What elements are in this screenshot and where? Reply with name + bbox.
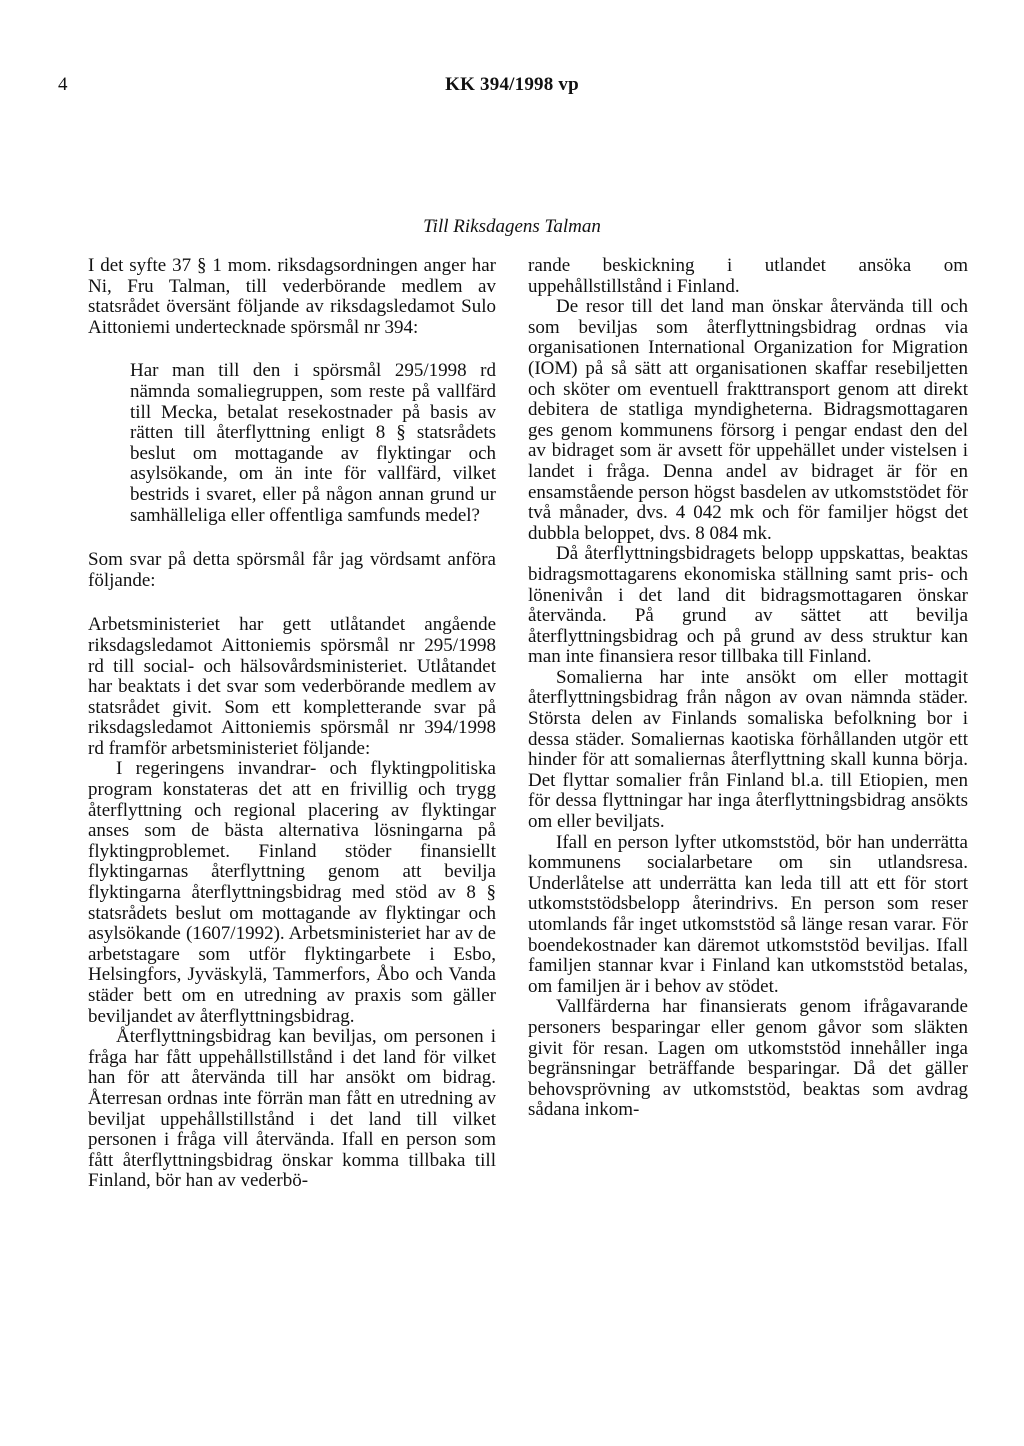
answer-paragraph-2: I regeringens invandrar- och flyktingpolitiska program konstateras det att en frivillig och trygg återflyttning och regional placering av flyktingar anses som de bästa alternativa lösningarna på flyktingproblemet. Finland stöder finansiellt flyktingarnas återflyttning genom att bevilja flyktingarna återflyttningsbidrag med stöd av 8 § statsrådets beslut om mottagande av flyktingar och asylsökande (1607/1992). Arbetsministeriet har av de arbetstagare som utför flyktingarbete i Esbo, Helsingfors, Jyväskylä, Tammerfors, Åbo och Vanda städer bett om en utredning av praxis som gäller beviljandet av återflyttningsbidrag. xyxy=(88,758,496,1027)
answer-paragraph-7: Ifall en person lyfter utkomststöd, bör han underrätta kommunens socialarbetare om sin utlandsresa. Underlåtelse att underrätta kan leda till att ett för stort utkomststödsbelopp återindrivs. En person som reser utomlands får inget utkomststöd så länge resan varar. För boendekostnader kan däremot utkomststöd beviljas. Ifall familjen stannar kvar i Finland kan utkomststöd betalas, om familjen är i behov av stödet. xyxy=(528,831,968,997)
answer-paragraph-8: Vallfärderna har finansierats genom ifrågavarande personers besparingar eller genom gåvor som släkten givit för resan. Lagen om utkomststöd innehåller inga begränsningar beträffande besparingar. Då det gäller behovsprövning av utkomststöd, beaktas som avdrag sådana inkom- xyxy=(528,996,968,1121)
answer-paragraph-6: Somalierna har inte ansökt om eller mottagit återflyttningsbidrag från någon av ovan nämnda städer. Största delen av Finlands somaliska befolkning bor i dessa städer. Somaliernas kaotiska förhållanden utgör ett hinder för att somaliernas återflyttning skall kunna börja. Det flyttar somalier från Finland bl.a. till Etiopien, men för dessa flyttningar har inga återflyttningsbidrag ansökts om eller beviljats. xyxy=(528,666,968,833)
continuation-text: rande beskickning i utlandet ansöka om uppehållstillstånd i Finland. xyxy=(528,255,968,297)
right-column xyxy=(528,256,968,1121)
answer-paragraph-3: Återflyttningsbidrag kan beviljas, om personen i fråga har fått uppehållstillstånd i det land för vilket han för att återvända till har ansökt om bidrag. Återresan ordnas inte förrän man fått en utredning av beviljat uppehållstillstånd i det land till vilket personen i fråga vill återvända. Ifall en person som fått återflyttningsbidrag önskar komma tillbaka till Finland, bör han av vederbö- xyxy=(88,1026,496,1192)
intro-paragraph: I det syfte 37 § 1 mom. riksdagsordningen anger har Ni, Fru Talman, till vederbörande medlem av statsrådet översänt följande av riksdagsledamot Sulo Aittoniemi undertecknade spörsmål nr 394: xyxy=(88,255,496,338)
left-column xyxy=(88,256,496,1192)
question-quote: Har man till den i spörsmål 295/1998 rd nämnda somaliegruppen, som reste på vallfärd till Mecka, betalat resekostnader på basis av rätten till återflyttning enligt 8 § statsrådets beslut om mottagande av flyktingar och asylsökande, om än inte för vallfärd, vilket bestrids i svaret, eller på någon annan grund ur samhälleliga eller offentliga samfunds medel? xyxy=(130,360,496,526)
reply-intro: Som svar på detta spörsmål får jag vördsamt anföra följande: xyxy=(88,549,496,591)
answer-paragraph-5: Då återflyttningsbidragets belopp uppskattas, beaktas bidragsmottagarens ekonomiska ställning samt pris- och lönenivån i det land dit bidragsmottagaren önskar återvända. På grund av sättet att bevilja återflyttningsbidrag och på grund av dess struktur kan man inte finansiera resor tillbaka till Finland. xyxy=(528,543,968,668)
page-number: 4 xyxy=(58,74,68,95)
document-id: KK 394/1998 vp xyxy=(445,74,579,95)
addressee-heading: Till Riksdagens Talman xyxy=(423,216,601,237)
answer-paragraph-4: De resor till det land man önskar återvända till och som beviljas som återflyttningsbidrag ordnas via organisationen International Organization for Migration (IOM) på så sätt att organisationen skaffar resebiljetten och sköter om eventuell frakttransport genom att direkt debitera de statliga myndigheterna. Bidragsmottagaren ges genom kommunens försorg i pengar endast den del av bidraget som är avsett för uppehället under vistelsen i landet i fråga. Denna andel av bidraget är för en ensamstående person högst basdelen av utkomststödet för två månader, dvs. 4 042 mk och för familjer högst det dubbla beloppet, dvs. 8 084 mk. xyxy=(528,296,968,544)
answer-paragraph-1: Arbetsministeriet har gett utlåtandet angående riksdagsledamot Aittoniemis spörsmål nr 295/1998 rd till social- och hälsovårdsministeriet. Utlåtandet har beaktats i det svar som vederbörande medlem av statsrådet givit. Som ett kompletterande svar på riksdagsledamot Aittoniemis spörsmål nr 394/1998 rd framför arbetsministeriet följande: xyxy=(88,614,496,759)
